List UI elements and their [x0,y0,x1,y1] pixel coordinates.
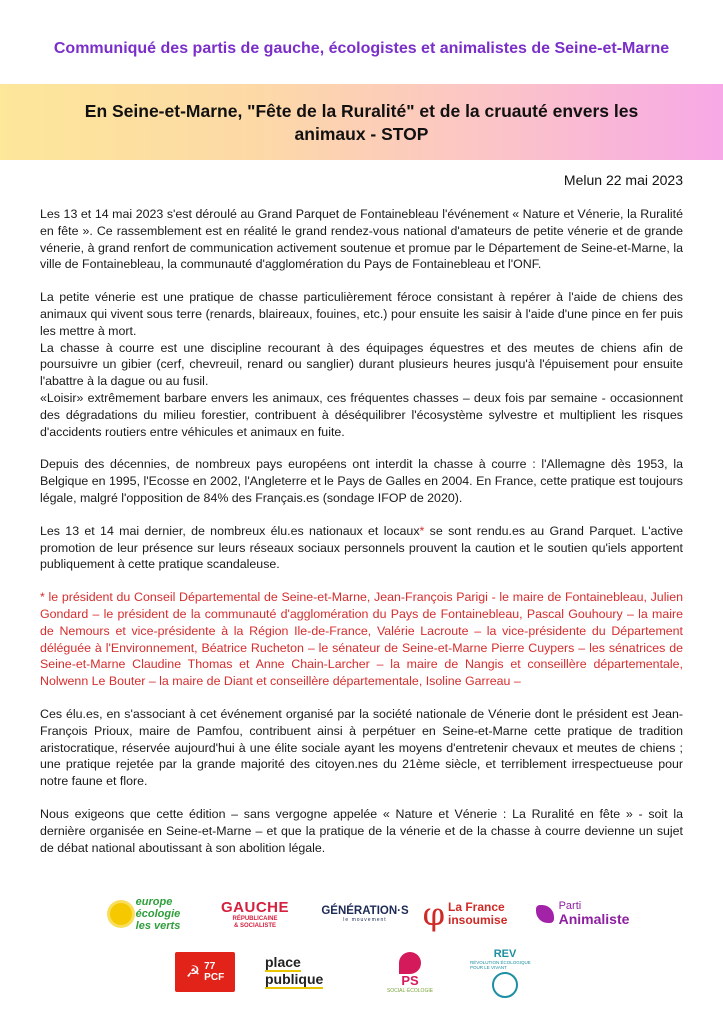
logo-eelv [90,890,200,938]
pp-line-1: place [265,954,301,970]
footnote-list: * le président du Conseil Départemental de Seine-et-Marne, Jean-François Parigi - le maire de Fontainebleau, Julien Gondard – le président de la communauté d'agglomération du Pays de Fontainebleau, Pascal Gouhoury – la maire de Nemours et vice-présidente à la Région Ile-de-France, Valérie Lacroute – la vice-présidente du Département déléguée à l'Environnement, Béatrice Rucheton – le sénateur de Seine-et-Marne Pierre Cuypers – les sénatrices de Seine-et-Marne Claudine Thomas et Anne Chain-Larcher – la maire de Nangis et conseillère départementale, Nolwenn Le Bouter – la maire de Diant et conseillère départementale, Isoline Garreau – [40,590,683,689]
pa-line-2: Animaliste [558,911,630,927]
paragraph-chasse-a-courre: La chasse à courre est une discipline recourant à des équipages équestres et des meutes de chiens afin de poursuivre un gibier (cerf, chevreuil, renard ou sanglier) durant plusieurs heures jusqu'à l'épuisement pour ensuite l'abattre à la dague ou au fusil. [40,340,683,389]
ps-name: PS [401,973,419,988]
document-title [40,100,683,146]
elus-text-start: Les 13 et 14 mai dernier, de nombreux élu.es nationaux et locaux [40,523,420,538]
logo-place-publique [265,952,335,992]
paragraph-intro: Les 13 et 14 mai 2023 s'est déroulé au Grand Parquet de Fontainebleau l'événement « Nature et Vénerie, la Ruralité en fête ». Ce rassemblement est en réalité le grand rendez-vous national d'amateurs de petite vénerie et de grande vénerie, à grand renfort de communication activement soutenue et promue par le Département de Seine-et-Marne, la ville de Fontainebleau, la communauté d'agglomération du Pays de Fontainebleau et l'ONF. [40,207,683,272]
logo-france-insoumise [405,892,525,936]
rose-icon [399,952,421,974]
date-line: Melun 22 mai 2023 [563,172,683,188]
paragraph-loisir: «Loisir» extrêmement barbare envers les animaux, ces fréquentes chasses – deux fois par semaine - occasionnent des dégradations du milieu forestier, contribuent à déséquilibrer l'écosystème sylvestre et multiplient les risques d'accidents routiers entre véhicules et animaux en fuite. [40,390,683,439]
party-logos [40,890,683,1010]
gen-name: GÉNÉRATION·S [321,905,409,917]
title-line-1: En Seine-et-Marne, "Fête de la Ruralité" et de la cruauté envers les [84,101,639,121]
paragraph-tradition: Ces élu.es, en s'associant à cet événement organisé par la société nationale de Vénerie dont le président est Jean-François Prioux, maire de Pamfou, contribuent ainsi à perpétuer en Seine-et-Marne cette pratique de tradition aristocratique, réservée aujourd'hui à une élite sociale ayant les moyens d'entretenir chevaux et meutes de chiens ; une pratique rejetée par la grande majorité des citoyen.nes du 21ème siècle, et terriblement irrespectueuse pour notre faune et flore. [40,706,683,789]
gen-sub: le mouvement [343,917,387,923]
rev-name: REV [493,948,517,960]
logo-pcf-77 [175,952,235,992]
hammer-sickle-icon: ☭ [185,964,201,981]
animal-mark-icon [536,905,554,923]
rev-sub: RÉVOLUTION ÉCOLOGIQUE POUR LE VIVANT [470,960,531,970]
tree-drop-icon [492,972,518,998]
footnote-asterisk: * [419,523,425,538]
document-heading: Communiqué des partis de gauche, écologistes et animalistes de Seine-et-Marne [53,40,670,57]
eelv-line-2: écologie [135,908,181,920]
eelv-line-3: les verts [135,920,181,932]
grs-name: GAUCHE [220,898,289,916]
logo-parti-socialiste [375,950,445,996]
paragraph-demand: Nous exigeons que cette édition – sans vergogne appelée « Nature et Vénerie : La Ruralité en fête » - soit la dernière organisée en Seine-et-Marne – et que la pratique de la vénerie et de la chasse à courre devienne un sujet de débat national aboutissant à son abolition légale. [40,806,683,855]
lfi-line-2: insoumise [448,913,508,927]
pa-line-1: Parti [558,900,582,912]
phi-icon: φ [422,895,446,933]
paragraph-elus [40,523,683,573]
logo-generations [310,898,420,930]
grs-sub-1: RÉPUBLICAINE [232,915,278,922]
sun-icon [110,903,132,925]
logo-gauche-republicaine [200,892,310,936]
pp-line-2: publique [265,971,324,987]
paragraph-europe: Depuis des décennies, de nombreux pays européens ont interdit la chasse à courre : l'Allemagne dès 1953, la Belgique en 1995, l'Ecosse en 2002, l'Angleterre et le Pays de Galles en 2004. En France, cette pratique est toujours légale, malgré l'opposition de 84% des Français.es (sondage IFOP de 2020). [40,457,683,505]
pcf-line-1: 77 [204,961,216,972]
logo-parti-animaliste [520,894,645,934]
pcf-line-2: PCF [204,972,225,983]
document-body [40,206,683,872]
ps-sub: SOCIAL·ÉCOLOGIE [386,988,434,994]
elus-text-end: se sont rendu.es au Grand Parquet. L'active promotion de leur présence sur leurs réseaux sociaux personnels prouvent la caution et le soutien qu'iels apportent publiquement à cette pratique scandaleuse. [40,523,683,572]
title-line-2: animaux - STOP [294,124,429,144]
eelv-line-1: europe [135,896,173,908]
grs-sub-2: & SOCIALISTE [233,922,276,929]
paragraph-petite-venerie: La petite vénerie est une pratique de chasse particulièrement féroce consistant à repérer à l'aide de chiens des animaux qui vivent sous terre (renards, blaireaux, fouines, etc.) pour ensuite les saisir à l'aide d'une pince en fer puis les mettre à mort. [40,290,683,338]
lfi-line-1: La France [448,900,505,914]
logo-rev [470,948,540,998]
